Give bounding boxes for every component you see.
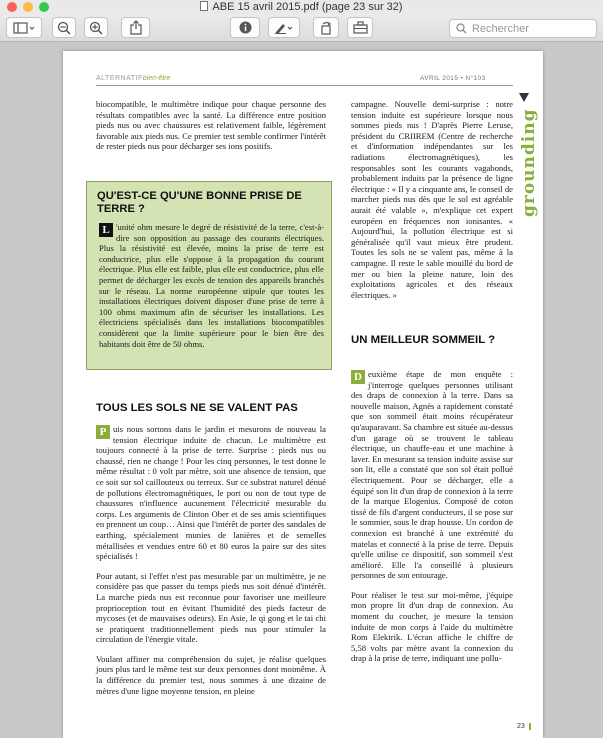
share-button[interactable] — [121, 17, 150, 38]
drop-cap: P — [96, 425, 110, 439]
zoom-out-button[interactable] — [52, 17, 76, 38]
sidebar-view-button[interactable] — [6, 17, 42, 38]
zoom-in-button[interactable] — [84, 17, 108, 38]
window-titlebar — [0, 0, 603, 14]
issue-label: AVRIL 2015 • N°103 — [420, 75, 486, 82]
toolbox-button[interactable] — [347, 17, 373, 38]
info-icon — [239, 21, 252, 34]
pdf-document-icon — [200, 1, 208, 11]
drop-cap: L — [99, 223, 113, 237]
page-number: 23 — [517, 723, 525, 730]
window-title: ABE 15 avril 2015.pdf (page 23 sur 32) — [212, 1, 403, 13]
arrow-marker-icon — [519, 93, 529, 102]
info-button[interactable] — [230, 17, 260, 38]
rotate-icon — [319, 21, 333, 35]
pen-icon — [274, 21, 294, 34]
box-text: 'unité ohm mesure le degré de résistivité de la terre, c'est-à-dire son opposition au passage des courants électriques. Plus la résistivité est élevée, moins la prise de terre est conductrice, plus elle s'oppose à la propagation du courant électrique. Plus elle est faible, plus elle est conductrice, plus elle permet de décharger les excès de tension des appareils branchés sur le réseau. La norme européenne stipule que toutes les installations électriques doivent disposer d'une prise de terre à 100 ohms maximum afin de sécuriser les installations. Les électriciens spécialisés dans les installations biocompatibles considèrent que la limite supérieure pour le bien être des habitants doit être de 50 ohms. — [99, 222, 324, 349]
intro-paragraph — [96, 99, 326, 152]
sols-paragraph-1: uis nous sortons dans le jardin et mesurons de nouveau la tension électrique induite de chacun. Le multimètre est toujours connecté à la prise de terre. Surprise : pieds nus ou chaussé, rien ne change ! Pour les cinq personnes, le test donne le même résultat : 0 volt par mètre, soit une absence de tension, que ce soit sur sol caillouteux ou terreux. Sur ce substrat naturel dénué de pollutions électromagnétiques, le port ou non de tout type de chaussures n'influence aucunement l'électricité mesurable du corps. Les arguments de Clinton Ober et de ses amis scientifiques en prennent un coup… Ainsi que l'intérêt de porter des sandales de earthing, spécialement munies de lanières et de semelles métallisées et vendues entre 60 et 80 euros la paire sur des sites spécialisés ! — [96, 424, 326, 562]
sols-section — [96, 424, 326, 696]
magazine-header — [96, 75, 170, 82]
minimize-window-button[interactable] — [23, 2, 33, 12]
intro-text: biocompatible, le multimètre indique pour chaque personne des résultats compatibles avec la santé. La différence entre position pieds nus ou avec chaussures est relativement faible, légèrement favorable aux pieds nus. Ce premier test semble confirmer l'intérêt de rester pieds nus pour décharger ses ions positifs. — [96, 99, 326, 152]
share-icon — [130, 20, 142, 35]
box-body — [99, 222, 324, 349]
sidebar-icon — [13, 22, 35, 34]
sols-paragraph-2: Pour autant, si l'effet n'est pas mesurable par un multimètre, je ne considère pas que passer du temps pieds nus soit dénué d'intérêt. La marche pieds nus est reconnue pour favoriser une meilleure proprioception tout en évitant l'humidité des pieds facteur de mycoses (et de mauvaises odeurs). En Asie, le qi gong et le tai chi se pratiquent traditionnellement pieds nus pour stimuler la circulation de l'énergie vitale. — [96, 570, 326, 645]
document-viewer[interactable] — [0, 43, 603, 738]
page-number-marker — [529, 723, 531, 730]
window-controls — [7, 2, 49, 12]
sommeil-section — [351, 369, 513, 664]
box-title: QU'EST-CE QU'UNE BONNE PRISE DE TERRE ? — [97, 190, 302, 215]
toolbar — [0, 14, 603, 42]
column-2-top — [351, 99, 513, 300]
markup-pen-button[interactable] — [268, 17, 300, 38]
zoom-in-icon — [89, 21, 103, 35]
drop-cap: D — [351, 370, 365, 384]
search-field[interactable] — [449, 19, 597, 38]
sommeil-paragraph-1: euxième étape de mon enquête : j'interroge quelques personnes utilisant des draps de connexion à la terre. Dans sa nouvelle maison, Agnès a rapidement constaté que son sommeil était moins récupérateur qu'auparavant. Sa chambre est située au-dessus d'un garage où se trouvent le tableau électrique, un chauffe-eau et une machine à laver. En mesurant sa tension induite assise sur son lit, elle a constaté que son sol était pollué électriquement. Pour se décharger, elle a équipé son lit d'un drap de connexion à la terre de la marque Elogenius. Composé de coton tissé de fils d'argent conducteurs, il se pose sur le sommier, sous le drap housse. Un cordon de connexion est branché à une extrémité du matelas et connecté à la prise de terre. Depuis qu'elle utilise ce dispositif, son sommeil s'est amélioré. Elle l'a conseillé à plusieurs personnes de son entourage. — [351, 369, 513, 581]
toolbox-icon — [353, 21, 368, 34]
heading-sommeil: UN MEILLEUR SOMMEIL ? — [351, 334, 496, 346]
zoom-window-button[interactable] — [39, 2, 49, 12]
magazine-section: bien-être — [142, 75, 171, 82]
col2-paragraph-1: campagne. Nouvelle demi-surprise : notre tension induite est supérieure lorsque nous sommes pieds nus ! D'après Pierre Leruse, président du CRIIREM (Centre de recherche et d'information indépendantes sur les radiations électromagnétiques), les responsables sont les courants vagabonds, probablement induits par la présence de ligne électrique : « Il y a cinquante ans, le conseil de marcher pieds nus dès que le sol est agréable aurait été valable », m'explique cet expert européen en fréquences non ionisantes. « Aujourd'hui, la pollution électrique est si généralisée qu'il vaut mieux être prudent. Toutes les sols ne se valent pas, même à la campagne. Il reste le sable mouillé du bord de mer ou bien la pleine nature, loin des exploitations agricoles et des réseaux électriques. » — [351, 99, 513, 300]
sols-paragraph-3: Voulant affiner ma compréhension du sujet, je réalise quelques jours plus tard le même test sur deux personnes dont moimême. À la différence du premier test, nous sommes à une dizaine de mètres d'une ligne moyenne tension, en pleine — [96, 653, 326, 696]
sidebar-box — [86, 181, 332, 370]
section-vertical-label: grounding — [519, 108, 539, 217]
heading-sols: TOUS LES SOLS NE SE VALENT PAS — [96, 402, 298, 414]
pdf-page — [63, 51, 543, 738]
close-window-button[interactable] — [7, 2, 17, 12]
sommeil-paragraph-2: Pour réaliser le test sur moi-même, j'équipe mon propre lit d'un drap de connexion. Au moment du coucher, je mesure la tension induite de mon corps à l'aide du multimètre Rom Elektrik. L'écran affiche le chiffre de 5,58 volts par mètre avant la connexion du drap à la prise de terre, indiquant une pollu- — [351, 589, 513, 664]
rotate-button[interactable] — [313, 17, 339, 38]
search-placeholder: Rechercher — [472, 22, 529, 35]
zoom-out-icon — [57, 21, 71, 35]
magazine-name: ALTERNATIF — [96, 75, 143, 82]
search-icon — [456, 23, 467, 34]
header-divider — [96, 85, 513, 86]
